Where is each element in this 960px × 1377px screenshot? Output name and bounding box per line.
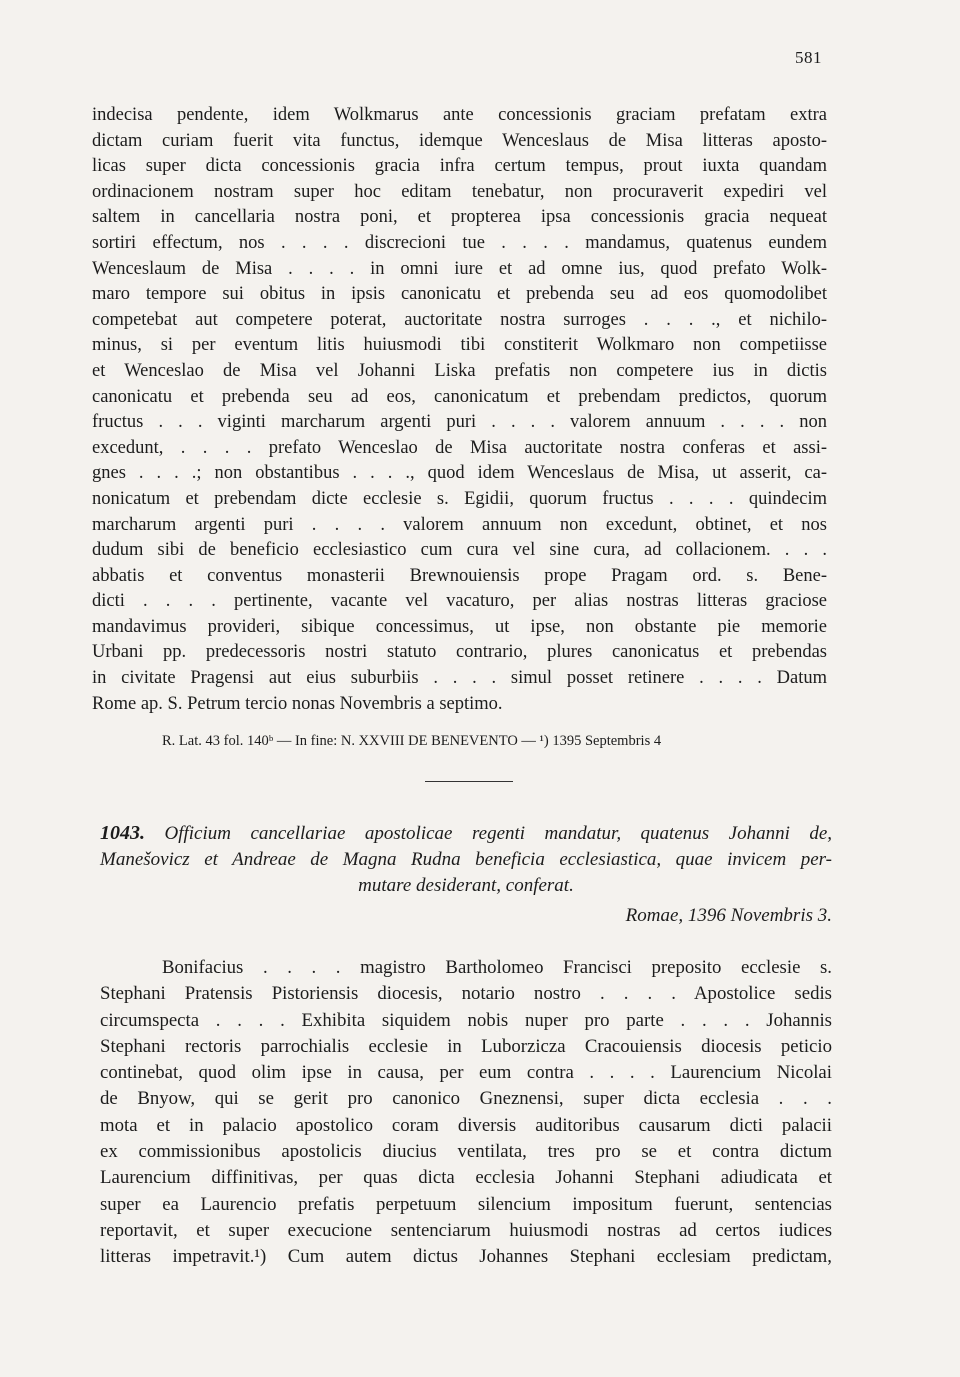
text-line: abbatis et conventus monasterii Brewnouiensis prope Pragam ord. s. Bene-	[92, 565, 827, 586]
heading-line: Manešovicz et Andreae de Magna Rudna beneficia ecclesiastica, quae invicem per-	[100, 849, 832, 870]
separator-rule	[425, 781, 513, 782]
text-line: licas super dicta concessionis gracia infra certum tempus, prout iuxta quandam	[92, 156, 827, 177]
text-line: Wenceslaum de Misa . . . . in omni iure et ad omne ius, quod prefato Wolk-	[92, 258, 827, 279]
text-line: maro tempore sui obitus in ipsis canonicatu et prebenda seu ad eos quomodolibet	[92, 284, 827, 305]
text-line: de Bnyow, qui se gerit pro canonico Gneznensi, super dicta ecclesia . . .	[100, 1088, 832, 1110]
text-line: litteras impetravit.¹) Cum autem dictus Johannes Stephani ecclesiam predictam,	[100, 1246, 832, 1268]
text-line: mandavimus provideri, sibique concessimus, ut ipse, non obstante pie memorie	[92, 616, 827, 637]
text-line: circumspecta . . . . Exhibita siquidem nobis nuper pro parte . . . . Johannis	[100, 1009, 832, 1031]
document-number: 1043.	[100, 822, 145, 844]
text-line: Stephani rectoris parrochialis ecclesie in Luborzicza Cracouiensis diocesis peticio	[100, 1035, 832, 1057]
text-line: in civitate Pragensi aut eius suburbiis . . . . simul posset retinere . . . . Datum	[92, 668, 827, 689]
text-line: super ea Laurencio prefatis perpetuum silencium impositum fuerunt, sentencias	[100, 1193, 832, 1215]
body-text	[100, 955, 832, 1271]
text-line: marcharum argenti puri . . . . valorem annuum non excedunt, obtinet, et nos	[92, 514, 827, 535]
heading-text: Officium cancellariae apostolicae regenti mandatur, quatenus Johanni de,	[164, 823, 833, 844]
text-line: et Wenceslao de Misa vel Johanni Liska prefatis non competere ius in dictis	[92, 360, 827, 381]
page-number: 581	[795, 48, 822, 67]
text-line: saltem in cancellaria nostra poni, et propterea ipsa concessionis gracia nequeat	[92, 207, 827, 228]
heading-line: mutare desiderant, conferat.	[358, 875, 574, 896]
document-heading	[100, 820, 832, 899]
text-line: canonicatu et prebenda seu ad eos, canonicatum et prebendam predictos, quorum	[92, 386, 827, 407]
text-line: mota et in palacio apostolico coram diversis auditoribus causarum dicti palacii	[100, 1114, 832, 1136]
heading-line	[100, 820, 832, 847]
text-line: fructus . . . viginti marcharum argenti puri . . . . valorem annuum . . . . non	[92, 412, 827, 433]
text-line: minus, si per eventum litis huiusmodi tibi constiterit Wolkmaro non competiisse	[92, 335, 827, 356]
text-line: Rome ap. S. Petrum tercio nonas Novembris a septimo.	[92, 693, 503, 714]
text-line: sortiri effectum, nos . . . . discrecioni tue . . . . mandamus, quatenus eundem	[92, 232, 827, 253]
text-line: indecisa pendente, idem Wolkmarus ante concessionis graciam prefatam extra	[92, 105, 827, 125]
text-line: excedunt, . . . . prefato Wenceslao de Misa auctoritate nostra conferas et assi-	[92, 437, 827, 458]
text-line: dudum sibi de beneficio ecclesiastico cum cura vel sine cura, ad collacionem. . . .	[92, 540, 827, 561]
date-line: Romae, 1396 Novembris 3.	[625, 905, 832, 926]
text-line: ex commissionibus apostolicis diucius ventilata, tres pro se et contra dictum	[100, 1141, 832, 1163]
text-line: gnes . . . .; non obstantibus . . . ., quod idem Wenceslaus de Misa, ut asserit, ca-	[92, 463, 827, 484]
text-line: dicti . . . . pertinente, vacante vel vacaturo, per alias nostras litteras graciose	[92, 591, 827, 612]
main-text	[92, 103, 827, 717]
text-line: Urbani pp. predecessoris nostri statuto contrario, plures canonicatus et prebendas	[92, 642, 827, 663]
text-line: Laurencium diffinitivas, per quas dicta ecclesia Johanni Stephani adiudicata et	[100, 1167, 832, 1189]
text-line: ordinacionem nostram super hoc editam tenebatur, non procuraverit expediri vel	[92, 181, 827, 202]
text-line: nonicatum et prebendam dicte ecclesie s. Egidii, quorum fructus . . . . quindecim	[92, 488, 827, 509]
source-note: R. Lat. 43 fol. 140ᵇ — In fine: N. XXVIII DE BENEVENTO — ¹) 1395 Septembris 4	[162, 733, 662, 749]
text-line: Stephani Pratensis Pistoriensis diocesis, notario nostro . . . . Apostolice sedis	[100, 983, 832, 1005]
text-line: dictam curiam fuerit vita functus, idemque Wenceslaus de Misa litteras aposto-	[92, 130, 827, 151]
text-line: Bonifacius . . . . magistro Bartholomeo Francisci preposito ecclesie s.	[162, 957, 832, 978]
text-line: continebat, quod olim ipse in causa, per eum contra . . . . Laurencium Nicolai	[100, 1062, 832, 1084]
text-line: competebat aut competere poterat, auctoritate nostra surroges . . . ., et nichilo-	[92, 309, 827, 330]
text-line: reportavit, et super execucione sentenciarum huiusmodi nostras ad certos iudices	[100, 1219, 832, 1241]
